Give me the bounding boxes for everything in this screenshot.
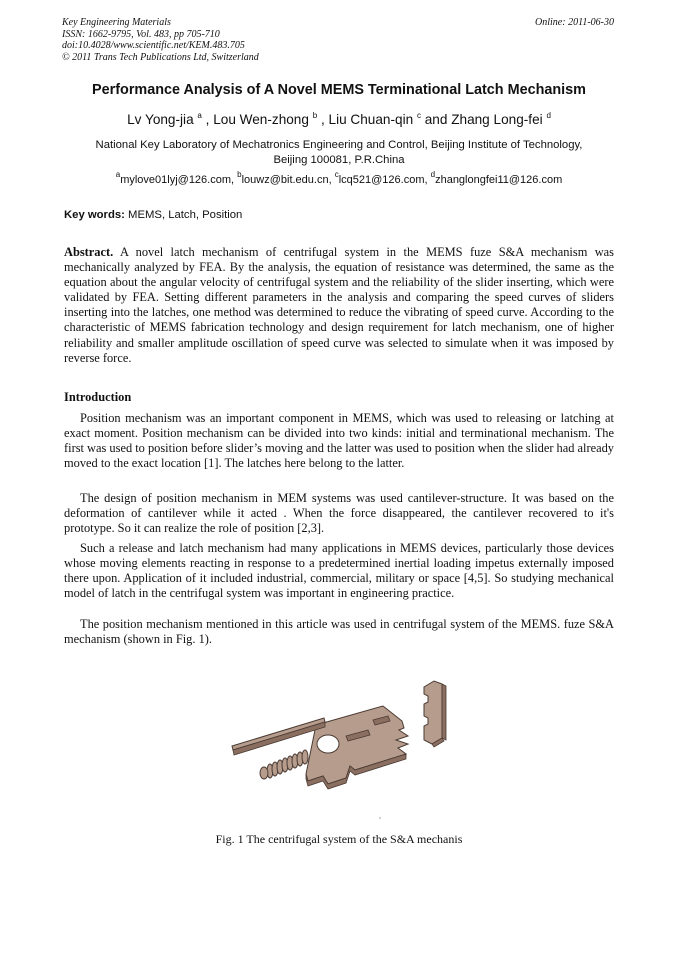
author-name: Lou Wen-zhong — [213, 112, 309, 127]
email-address[interactable]: lcq521@126.com — [338, 174, 425, 186]
email-address[interactable]: zhanglongfei11@126.com — [435, 174, 563, 186]
author-name: Lv Yong-jia — [127, 112, 194, 127]
affiliation-line: National Key Laboratory of Mechatronics Engineering and Control, Beijing Institute of Technology, — [95, 139, 583, 151]
journal-name: Key Engineering Materials — [62, 17, 171, 28]
copyright-line: © 2011 Trans Tech Publications Ltd, Switzerland — [62, 51, 259, 63]
section-heading: Introduction — [64, 390, 132, 404]
figure-centrifugal-system — [228, 678, 472, 820]
doi-line: doi:10.4028/www.scientific.net/KEM.483.705 — [62, 40, 245, 51]
email-sup: b — [237, 170, 242, 179]
intro-paragraph-3: Such a release and latch mechanism had many applications in MEMS devices, particularly those devices whose moving elements reacting in response to a predetermined inertial loading impetus externally imposed there upon. Application of it included industrial, commercial, military or space [4,5]. So studying mechanical model of latch in the centrifugal system was important in engineering practice. — [64, 541, 614, 601]
email-list: $^a$mylove01lyj@126.com, $^b$louwz@bit.edu.cn, $^c$lcq521@126.com, $^d$zhanglongfei11@126.com — [115, 170, 563, 186]
author-sup: d — [546, 111, 551, 120]
abstract-text: A novel latch mechanism of centrifugal system in the MEMS fuze S&A mechanism was mechanically analyzed by FEA. By the analysis, the equation of resistance was determined, the same as the equation about the angular velocity of centrifugal system and the reliability of the slider inserting, which were validated by FEA. Setting different parameters in the analysis and comparing the speed curves of sliders inserting into the latches, one method was determined to reduce the vibrating of speed curve. According to the characteristic of MEMS fabrication technology and design requirement for latch mechanism, one of higher reliability and smaller amplitude oscillation of speed curve was selected to simulate when it was imposed by reverse force. — [64, 245, 615, 365]
affiliation-line: Beijing 100081, P.R.China — [273, 153, 405, 166]
journal-header — [62, 17, 259, 63]
author-name: Zhang Long-fei — [451, 112, 543, 127]
author-separator: and — [424, 112, 452, 127]
spring — [260, 750, 308, 779]
email-sup: a — [115, 170, 121, 179]
email-sup: c — [334, 170, 339, 179]
author-name: Liu Chuan-qin — [328, 112, 414, 127]
author-sup: c — [416, 111, 421, 120]
abstract-label: Abstract. — [64, 245, 114, 259]
email-address[interactable]: louwz@bit.edu.cn — [241, 174, 329, 186]
issn-line: ISSN: 1662-9795, Vol. 483, pp 705-710 — [62, 28, 220, 40]
email-sup: d — [430, 170, 436, 179]
abstract — [64, 245, 614, 366]
keywords — [64, 209, 242, 221]
latch-block — [424, 681, 446, 747]
author-separator: , — [320, 112, 329, 127]
paper-title: Performance Analysis of A Novel MEMS Terminational Latch Mechanism — [92, 82, 586, 98]
online-date: Online: 2011-06-30 — [535, 17, 614, 28]
intro-paragraph-2: The design of position mechanism in MEM systems was used cantilever-structure. It was based on the deformation of cantilever while it acted . When the force disappeared, the cantilever recovered to it's prototype. So it can realize the role of position [2,3]. — [64, 491, 614, 536]
figure-caption: Fig. 1 The centrifugal system of the S&A mechanis — [215, 832, 463, 846]
email-address[interactable]: mylove01lyj@126.com — [120, 174, 232, 186]
intro-paragraph-4: The position mechanism mentioned in this article was used in centrifugal system of the MEMS. fuze S&A mechanism (shown in Fig. 1). — [64, 617, 614, 647]
keywords-text: MEMS, Latch, Position — [128, 209, 243, 221]
author-sup: b — [312, 111, 318, 120]
intro-paragraph-1: Position mechanism was an important component in MEMS, which was used to releasing or latching at exact moment. Position mechanism can be divided into two kinds: initial and terminational mechanism. The first was used to position before slider’s moving and the latter was used to position when the slider had already moved to the exact location [1]. The latches here belong to the latter. — [64, 411, 615, 471]
author-sup: a — [197, 111, 202, 120]
keywords-label: Key words: — [64, 209, 125, 221]
author-separator: , — [205, 112, 214, 127]
author-list — [40, 112, 638, 127]
affiliation — [50, 138, 628, 167]
